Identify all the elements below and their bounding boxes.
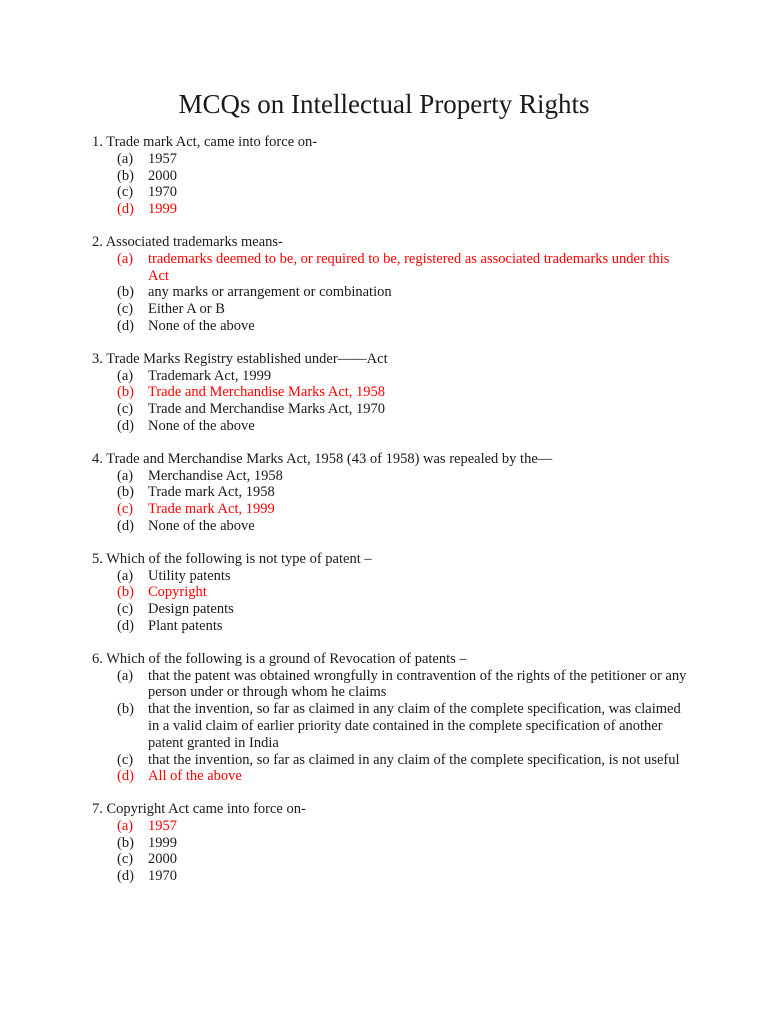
option-text: 1999 — [148, 201, 177, 218]
correct-answer-option — [117, 768, 692, 785]
question-text: 4. Trade and Merchandise Marks Act, 1958 (43 of 1958) was repealed by the— — [92, 450, 553, 467]
option-letter: (c) — [117, 401, 134, 418]
option-text: Trade and Merchandise Marks Act, 1958 — [148, 384, 386, 401]
option-text: any marks or arrangement or combination — [148, 284, 392, 301]
option-letter: (a) — [117, 567, 134, 584]
answer-option — [117, 368, 692, 385]
answer-option — [117, 518, 692, 535]
option-text: Merchandise Act, 1958 — [148, 467, 283, 484]
option-letter: (d) — [117, 617, 134, 634]
option-text: 1957 — [148, 817, 177, 834]
option-letter: (b) — [117, 284, 134, 301]
answer-option — [117, 835, 692, 852]
option-letter: (b) — [117, 701, 134, 718]
option-text: 1957 — [148, 150, 177, 167]
question-text: 1. Trade mark Act, came into force on- — [92, 134, 318, 150]
option-letter: (a) — [117, 250, 134, 267]
option-text: Utility patents — [148, 567, 231, 584]
answer-option — [117, 851, 692, 868]
answer-option — [117, 168, 692, 185]
question-item — [92, 234, 692, 335]
answer-option — [117, 668, 692, 702]
option-letter: (c) — [117, 184, 134, 201]
answer-option — [117, 418, 692, 435]
option-letter: (d) — [117, 417, 134, 434]
answer-option — [117, 618, 692, 635]
question-item — [92, 651, 692, 785]
correct-answer-option — [117, 501, 692, 518]
option-text: None of the above — [148, 417, 255, 434]
question-text: 3. Trade Marks Registry established under——Act — [92, 350, 388, 367]
option-letter: (d) — [117, 317, 134, 334]
option-text: Trademark Act, 1999 — [148, 367, 272, 384]
option-letter: (d) — [117, 201, 134, 218]
answer-option — [117, 568, 692, 585]
correct-answer-option — [117, 201, 692, 218]
question-text: 7. Copyright Act came into force on- — [92, 801, 306, 818]
option-list — [92, 151, 692, 218]
question-item — [92, 134, 692, 218]
option-letter: (a) — [117, 150, 134, 167]
question-item — [92, 451, 692, 535]
answer-option — [117, 401, 692, 418]
option-text: 2000 — [148, 851, 177, 868]
question-text: 5. Which of the following is not type of patent – — [92, 550, 372, 567]
option-letter: (c) — [117, 301, 134, 318]
option-text: that the invention, so far as claimed in any claim of the complete specification, was claimed in a valid claim of earlier priority date contained in the complete specification of another patent granted in India — [148, 701, 681, 751]
option-letter: (b) — [117, 484, 134, 501]
option-letter: (b) — [117, 584, 134, 601]
question-item — [92, 801, 692, 885]
correct-answer-option — [117, 251, 692, 285]
option-text: trademarks deemed to be, or required to be, registered as associated trademarks under this Act — [148, 250, 670, 284]
question-text: 2. Associated trademarks means- — [92, 233, 283, 250]
option-text: 1970 — [148, 184, 177, 201]
option-list — [92, 368, 692, 435]
question-list — [92, 134, 692, 901]
option-list — [92, 668, 692, 786]
question-text: 6. Which of the following is a ground of Revocation of patents – — [92, 650, 467, 667]
correct-answer-option — [117, 384, 692, 401]
option-text: None of the above — [148, 517, 255, 534]
option-text: Plant patents — [148, 617, 223, 634]
option-text: All of the above — [148, 768, 242, 785]
answer-option — [117, 301, 692, 318]
question-item — [92, 551, 692, 635]
option-letter: (b) — [117, 167, 134, 184]
option-letter: (b) — [117, 384, 134, 401]
answer-option — [117, 284, 692, 301]
answer-option — [117, 318, 692, 335]
option-list — [92, 251, 692, 335]
option-text: 1999 — [148, 834, 177, 851]
option-letter: (d) — [117, 517, 134, 534]
page-title: MCQs on Intellectual Property Rights — [178, 89, 590, 119]
answer-option — [117, 151, 692, 168]
option-text: Trade mark Act, 1999 — [148, 501, 275, 518]
option-letter: (c) — [117, 501, 134, 518]
option-text: Either A or B — [148, 301, 225, 318]
option-list — [92, 468, 692, 535]
answer-option — [117, 184, 692, 201]
option-letter: (a) — [117, 667, 134, 684]
correct-answer-option — [117, 584, 692, 601]
answer-option — [117, 468, 692, 485]
answer-option — [117, 868, 692, 885]
option-text: 2000 — [148, 167, 177, 184]
option-text: that the invention, so far as claimed in any claim of the complete specification, is not useful — [148, 751, 680, 768]
option-letter: (d) — [117, 868, 134, 885]
option-letter: (c) — [117, 601, 134, 618]
option-letter: (a) — [117, 367, 134, 384]
option-letter: (d) — [117, 768, 134, 785]
option-text: Design patents — [148, 601, 234, 618]
option-list — [92, 818, 692, 885]
option-text: 1970 — [148, 868, 177, 885]
option-text: that the patent was obtained wrongfully in contravention of the rights of the petitioner or any person under or through whom he claims — [148, 667, 687, 701]
correct-answer-option — [117, 818, 692, 835]
option-letter: (a) — [117, 817, 134, 834]
answer-option — [117, 484, 692, 501]
answer-option — [117, 752, 692, 769]
option-text: Trade mark Act, 1958 — [148, 484, 275, 501]
option-letter: (c) — [117, 851, 134, 868]
option-list — [92, 568, 692, 635]
option-letter: (a) — [117, 467, 134, 484]
answer-option — [117, 701, 692, 751]
question-item — [92, 351, 692, 435]
option-text: Copyright — [148, 584, 207, 601]
option-letter: (c) — [117, 751, 134, 768]
answer-option — [117, 601, 692, 618]
option-letter: (b) — [117, 834, 134, 851]
option-text: Trade and Merchandise Marks Act, 1970 — [148, 401, 386, 418]
option-text: None of the above — [148, 317, 255, 334]
